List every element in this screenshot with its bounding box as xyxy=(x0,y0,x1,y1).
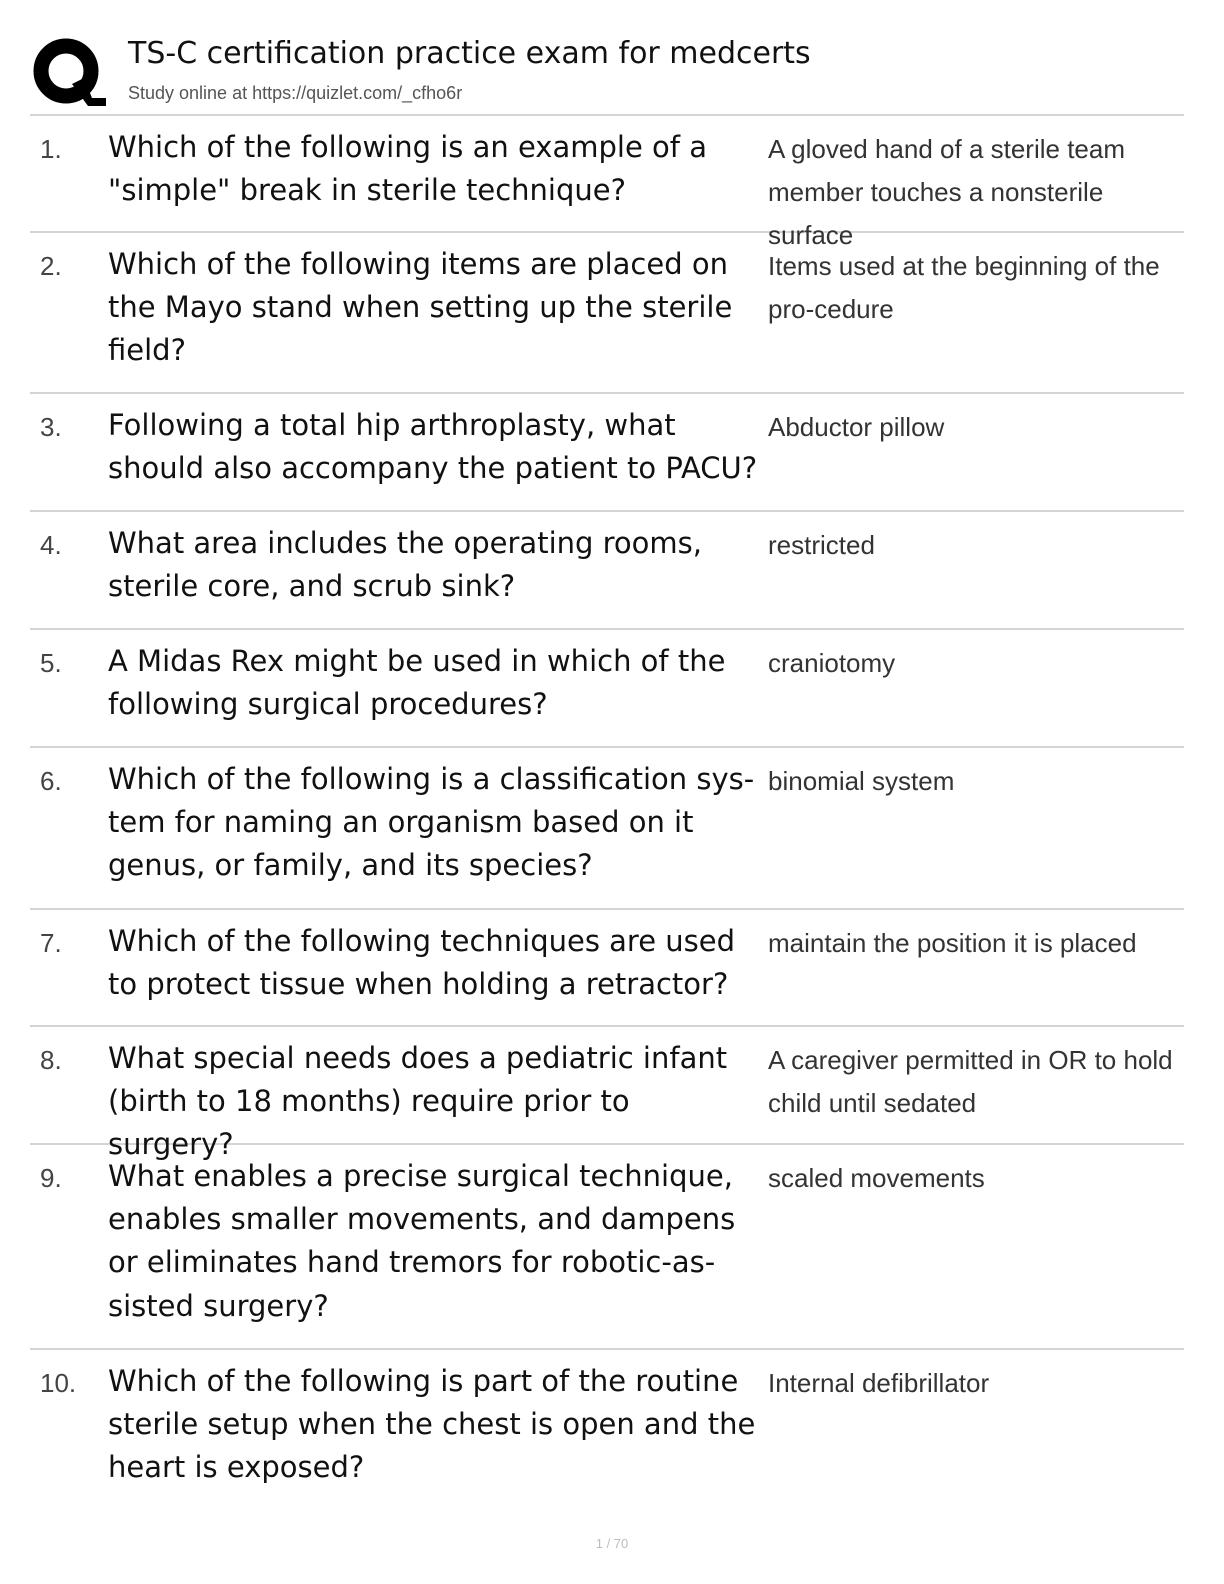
question-number: 3. xyxy=(40,412,62,442)
question-text: What special needs does a pediatric infant (birth to 18 months) require prior to surgery? xyxy=(108,1041,728,1162)
answer-text: A caregiver permitted in OR to hold child until sedated xyxy=(768,1045,1173,1118)
question-number: 9. xyxy=(40,1163,62,1193)
question-number: 5. xyxy=(40,648,62,678)
document-title: TS-C certification practice exam for medcerts xyxy=(128,36,811,71)
question-text: Which of the following is a classification sys-tem for naming an organism based on it genus, or family, and its species? xyxy=(108,762,755,883)
question-row xyxy=(30,233,1184,394)
document-subtitle: Study online at https://quizlet.com/_cfho6r xyxy=(128,83,463,103)
document-header xyxy=(30,30,1184,116)
question-row xyxy=(30,512,1184,630)
question-text: Following a total hip arthroplasty, what should also accompany the patient to PACU? xyxy=(108,408,758,486)
question-row xyxy=(30,116,1184,250)
question-row xyxy=(30,910,1184,1027)
question-text: What area includes the operating rooms, sterile core, and scrub sink? xyxy=(108,526,702,604)
question-text: Which of the following techniques are used to protect tissue when holding a retractor? xyxy=(108,924,736,1002)
answer-text: scaled movements xyxy=(768,1163,985,1193)
question-text: What enables a precise surgical technique, enables smaller movements, and dampens or eliminates hand tremors for robotic-as-sisted surgery? xyxy=(108,1159,736,1323)
question-row xyxy=(30,1350,1184,1510)
question-row xyxy=(30,1145,1184,1350)
question-number: 1. xyxy=(40,134,62,164)
answer-text: restricted xyxy=(768,530,875,560)
question-row xyxy=(30,748,1184,910)
answer-text: Abductor pillow xyxy=(768,412,945,442)
answer-text: maintain the position it is placed xyxy=(768,928,1137,958)
question-text: Which of the following items are placed on the Mayo stand when setting up the sterile field? xyxy=(108,247,733,368)
question-text: A Midas Rex might be used in which of the following surgical procedures? xyxy=(108,644,726,722)
question-row xyxy=(30,1027,1184,1162)
question-number: 10. xyxy=(40,1368,77,1398)
question-text: Which of the following is part of the routine sterile setup when the chest is open and the heart is exposed? xyxy=(108,1364,756,1485)
question-number: 8. xyxy=(40,1045,62,1075)
answer-text: craniotomy xyxy=(768,648,896,678)
question-number: 4. xyxy=(40,530,62,560)
question-row xyxy=(30,394,1184,512)
answer-text: Items used at the beginning of the pro-cedure xyxy=(768,251,1160,324)
question-number: 2. xyxy=(40,251,62,281)
question-list xyxy=(30,116,1184,1510)
answer-text: Internal defibrillator xyxy=(768,1368,990,1398)
quizlet-q-logo-icon xyxy=(30,34,106,110)
question-number: 6. xyxy=(40,766,62,796)
question-number: 7. xyxy=(40,928,62,958)
question-row xyxy=(30,630,1184,748)
question-text: Which of the following is an example of a "simple" break in sterile technique? xyxy=(108,130,707,208)
answer-text: binomial system xyxy=(768,766,955,796)
page-number: 1 / 70 xyxy=(595,1536,629,1551)
answer-text: A gloved hand of a sterile team member touches a nonsterile surface xyxy=(768,134,1126,250)
